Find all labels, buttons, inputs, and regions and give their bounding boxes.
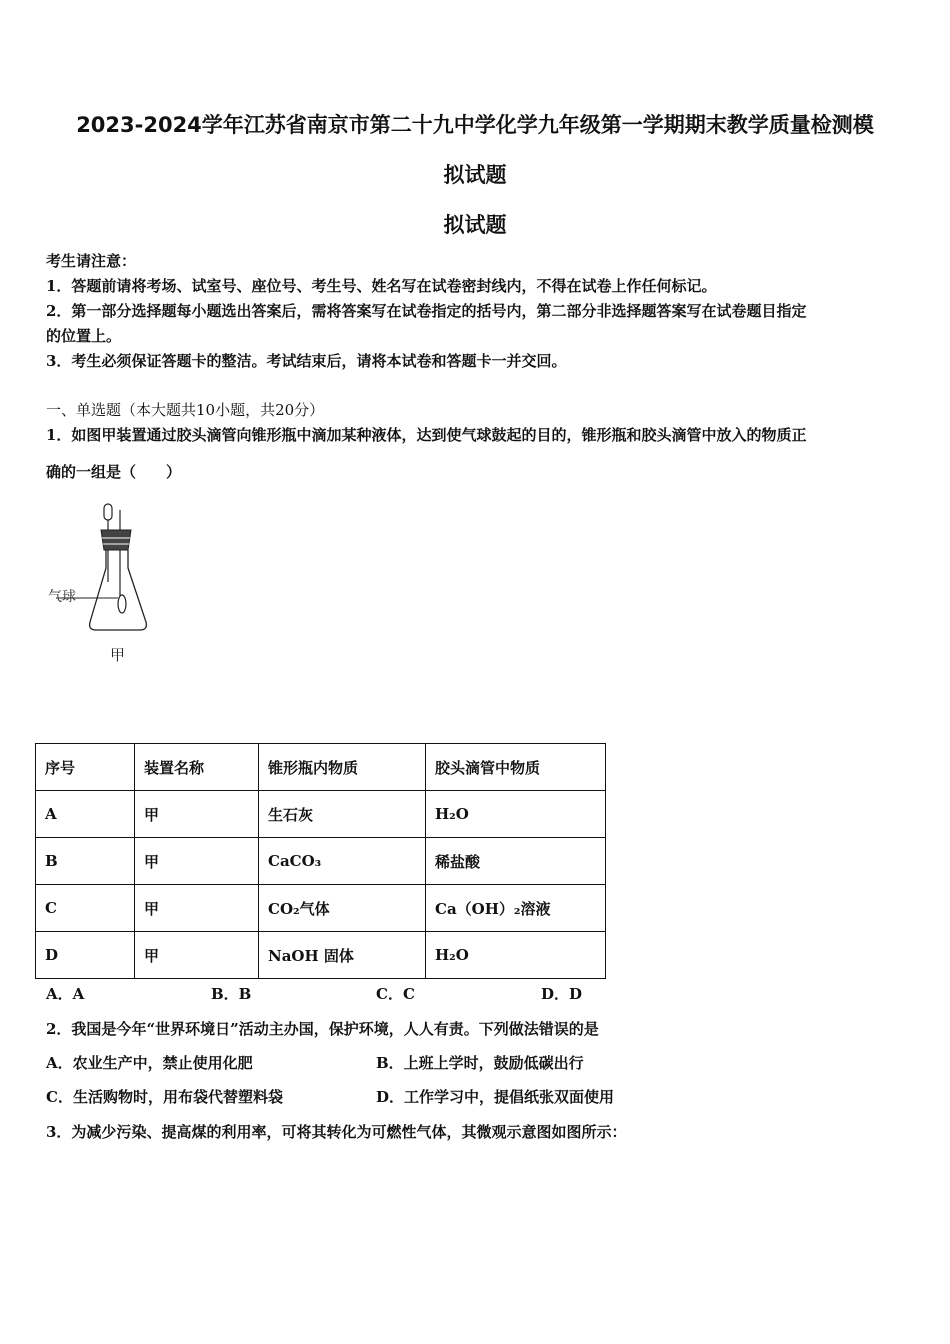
table-cell: 稀盐酸 [426,838,606,885]
q3-text: 3．为减少污染、提高煤的利用率，可将其转化为可燃性气体，其微观示意图如图所示： [46,1123,627,1141]
table-header-row [36,744,606,791]
doc-title-line2: 拟试题 [443,163,507,187]
table-cell: NaOH 固体 [259,932,426,979]
table-header-cell: 胶头滴管中物质 [426,744,606,791]
flask-apparatus-figure [46,500,166,670]
table-cell: 甲 [135,791,259,838]
notice-item-2: 2．第一部分选择题每小题选出答案后，需将答案写在试卷指定的括号内，第二部分非选择题答案写在试卷题目指定 [46,302,807,320]
table-header-cell: 锥形瓶内物质 [259,744,426,791]
table-row [36,885,606,932]
notice-heading: 考生请注意： [46,252,137,270]
table-header-cell: 装置名称 [135,744,259,791]
q1-text-line1: 1．如图甲装置通过胶头滴管向锥形瓶中滴加某种液体，达到使气球鼓起的目的，锥形瓶和胶头滴管中放入的物质正 [46,426,807,444]
q1-text-line2: 确的一组是（ ） [46,463,182,481]
q2-text: 2．我国是今年“世界环境日”活动主办国，保护环境，人人有责。下列做法错误的是 [46,1020,599,1038]
table-cell: CaCO₃ [259,838,426,885]
doc-title-line1: 2023-2024学年江苏省南京市第二十九中学化学九年级第一学期期末教学质量检测模 [76,113,874,137]
table-cell: 甲 [135,838,259,885]
q2-option-c: C．生活购物时，用布袋代替塑料袋 [46,1088,283,1106]
doc-title-line3: 拟试题 [443,213,507,237]
table-cell: D [36,932,135,979]
table-cell: CO₂气体 [259,885,426,932]
q1-option-d: D．D [541,985,583,1003]
balloon-label: 气球 [48,589,76,605]
table-cell: 生石灰 [259,791,426,838]
table-row [36,838,606,885]
figure-caption: 甲 [110,646,126,664]
table-cell: H₂O [426,791,606,838]
table-cell: A [36,791,135,838]
q2-option-b: B．上班上学时，鼓励低碳出行 [376,1054,584,1072]
table-cell: H₂O [426,932,606,979]
table-row [36,791,606,838]
q1-option-c: C．C [376,985,415,1003]
table-cell: 甲 [135,885,259,932]
table-cell: Ca（OH）₂溶液 [426,885,606,932]
q2-option-a: A．农业生产中，禁止使用化肥 [46,1054,253,1072]
table-cell: B [36,838,135,885]
table-header-cell: 序号 [36,744,135,791]
section-heading: 一、单选题（本大题共10小题，共20分） [46,401,325,419]
q1-table [35,743,606,979]
q1-option-a: A．A [46,985,85,1003]
table-cell: C [36,885,135,932]
q1-option-b: B．B [211,985,252,1003]
table-cell: 甲 [135,932,259,979]
q2-option-d: D．工作学习中，提倡纸张双面使用 [376,1088,615,1106]
notice-item-3: 3．考生必须保证答题卡的整洁。考试结束后，请将本试卷和答题卡一并交回。 [46,352,567,370]
table-row [36,932,606,979]
notice-item-2-cont: 的位置上。 [46,327,122,345]
notice-item-1: 1．答题前请将考场、试室号、座位号、考生号、姓名写在试卷密封线内，不得在试卷上作任何标记。 [46,277,717,295]
